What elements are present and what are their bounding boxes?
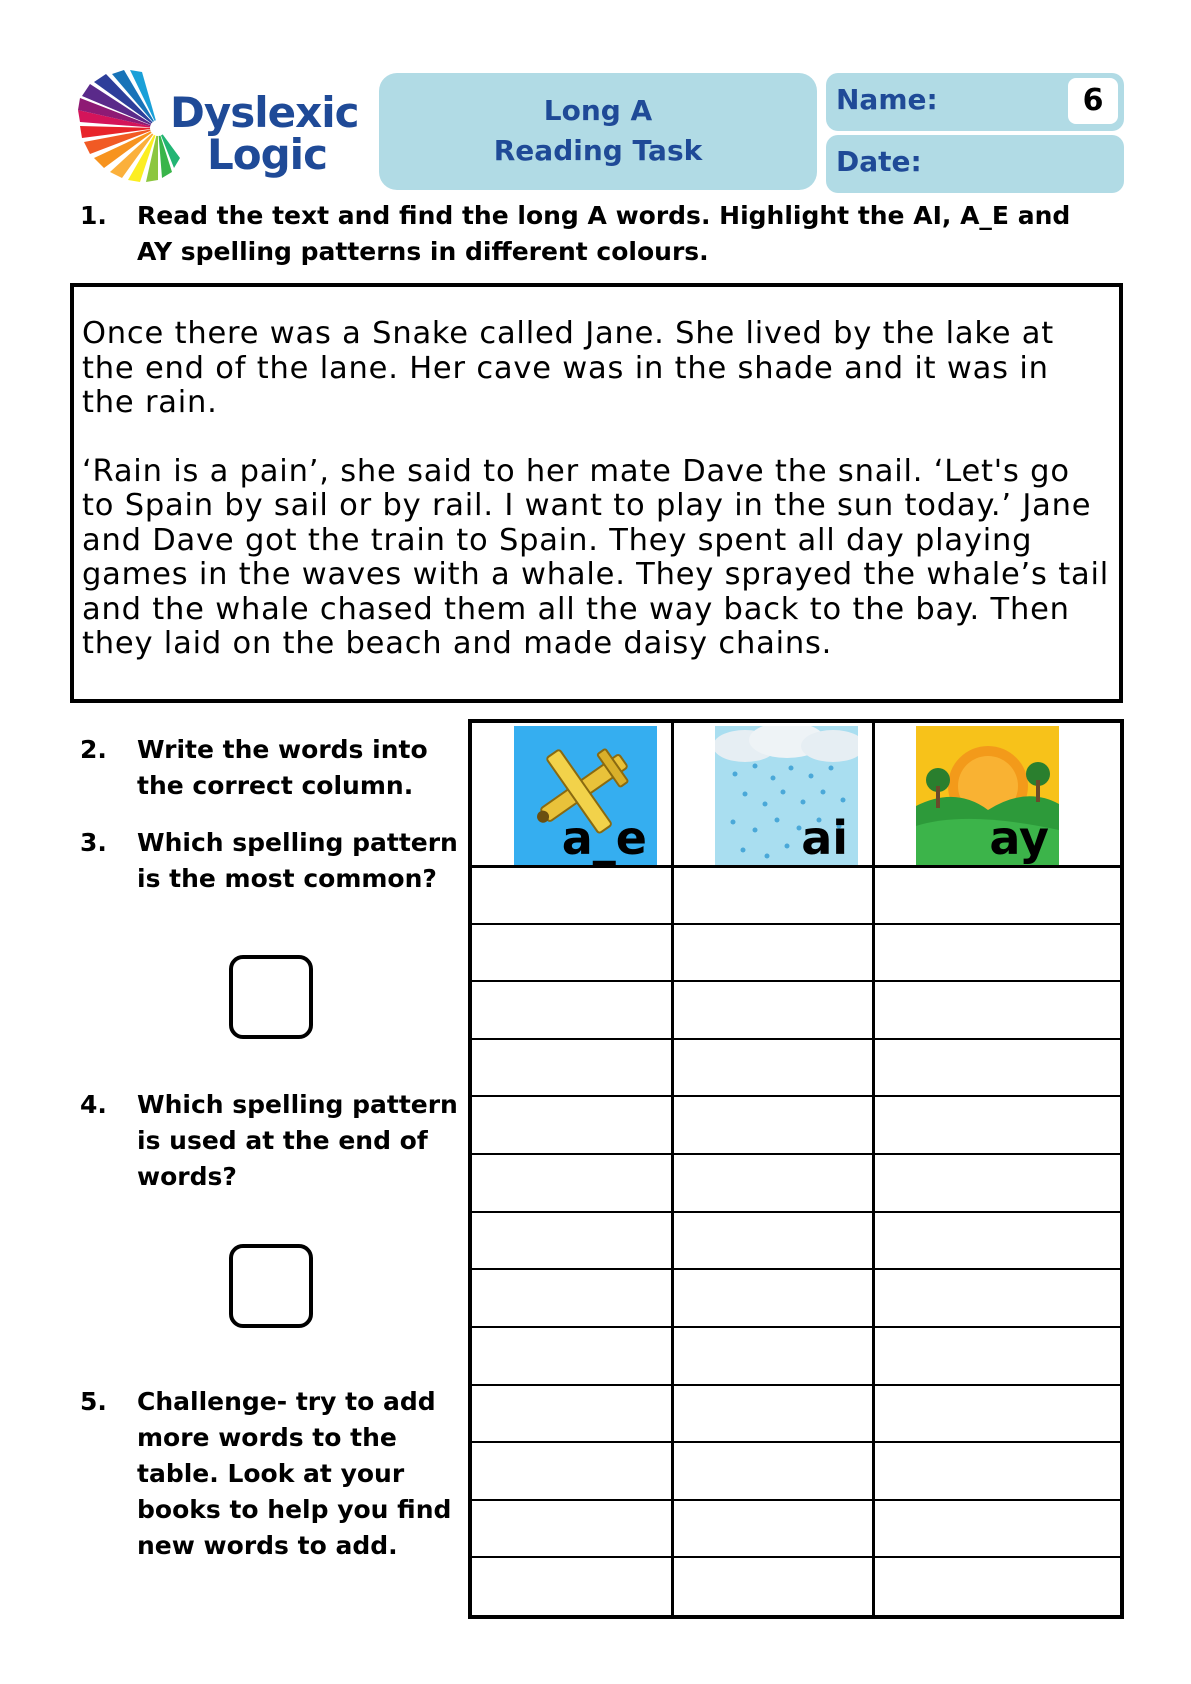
question-line: is used at the end of: [137, 1126, 428, 1155]
column-label: ai: [801, 811, 848, 865]
table-row-divider: [472, 980, 1120, 982]
table-row-divider: [472, 1326, 1120, 1328]
question-text: [137, 825, 458, 897]
table-cell-ay[interactable]: [875, 1329, 1118, 1383]
table-cell-ai[interactable]: [674, 1214, 871, 1268]
table-cell-ay[interactable]: [875, 1559, 1118, 1613]
question-line: Read the text and find the long A words. Highlight the AI, A_E and: [137, 201, 1071, 230]
table-cell-ay[interactable]: [875, 983, 1118, 1037]
flower-logo-icon: [70, 70, 180, 185]
table-row-divider: [472, 1556, 1120, 1558]
reading-passage: [70, 283, 1123, 703]
logo-line2: Logic: [207, 130, 327, 179]
reading-paragraph-2: ‘Rain is a pain’, she said to her mate Dave the snail. ‘Let's go to Spain by sail or by rail. I want to play in the sun today.’ Jane and Dave got the train to Spain. They spent all day playing games in the waves with a whale. They sprayed the whale’s tail and the whale chased them all the way back to the bay. Then they laid on the beach and made daisy chains.: [82, 453, 1110, 661]
table-cell-a-e[interactable]: [474, 1559, 670, 1613]
column-label: a_e: [561, 811, 647, 865]
table-row-divider: [472, 1268, 1120, 1270]
table-cell-ay[interactable]: [875, 1444, 1118, 1498]
table-cell-ai[interactable]: [674, 983, 871, 1037]
title-box: [379, 73, 817, 190]
title-line2: Reading Task: [493, 134, 703, 167]
question-line: Which spelling pattern: [137, 1090, 458, 1119]
table-cell-a-e[interactable]: [474, 1502, 670, 1556]
answer-box-end-of-words[interactable]: [229, 1244, 313, 1328]
word-table: [468, 719, 1124, 1619]
table-cell-ai[interactable]: [674, 1329, 871, 1383]
logo: [70, 70, 370, 185]
page-number: 6: [1068, 78, 1118, 124]
table-cell-ai[interactable]: [674, 1271, 871, 1325]
question-line: AY spelling patterns in different colours.: [137, 237, 709, 266]
table-cell-ai[interactable]: [674, 1156, 871, 1210]
logo-line1: Dyslexic: [170, 88, 359, 137]
table-row-divider: [472, 1499, 1120, 1501]
table-row-divider: [472, 1441, 1120, 1443]
question-text: [137, 198, 1127, 270]
logo-text: [170, 88, 359, 179]
table-cell-a-e[interactable]: [474, 1098, 670, 1152]
table-cell-ai[interactable]: [674, 1559, 871, 1613]
table-cell-ay[interactable]: [875, 1098, 1118, 1152]
table-row-divider: [472, 1153, 1120, 1155]
table-row-divider: [472, 1095, 1120, 1097]
question-5: [80, 1384, 460, 1564]
question-number: 2.: [80, 735, 107, 764]
table-cell-a-e[interactable]: [474, 1387, 670, 1441]
date-label: Date:: [836, 145, 922, 178]
question-line: the correct column.: [137, 771, 414, 800]
table-cell-a-e[interactable]: [474, 983, 670, 1037]
reading-paragraph-1: Once there was a Snake called Jane. She lived by the lake at the end of the lane. Her cave was in the shade and it was in the rain.: [82, 316, 1055, 420]
question-1: [80, 198, 1120, 278]
table-cell-ay[interactable]: [875, 868, 1118, 922]
question-text: [137, 732, 428, 804]
table-cell-ay[interactable]: [875, 1214, 1118, 1268]
table-cell-a-e[interactable]: [474, 868, 670, 922]
question-text: [137, 1384, 451, 1564]
question-line: new words to add.: [137, 1531, 398, 1560]
table-cell-ai[interactable]: [674, 1444, 871, 1498]
table-cell-ai[interactable]: [674, 1387, 871, 1441]
question-number: 1.: [80, 201, 107, 230]
table-cell-ai[interactable]: [674, 1041, 871, 1095]
question-line: more words to the: [137, 1423, 397, 1452]
table-cell-ai[interactable]: [674, 1098, 871, 1152]
table-cell-ai[interactable]: [674, 1502, 871, 1556]
table-cell-a-e[interactable]: [474, 1041, 670, 1095]
question-number: 3.: [80, 828, 107, 857]
column-label: ay: [989, 811, 1049, 865]
table-cell-a-e[interactable]: [474, 1329, 670, 1383]
table-row-divider: [472, 923, 1120, 925]
table-row-divider: [472, 1038, 1120, 1040]
question-text: [137, 1087, 458, 1195]
column-header-ay: [916, 726, 1059, 866]
table-cell-ai[interactable]: [674, 926, 871, 980]
table-row-divider: [472, 1384, 1120, 1386]
column-header-a-e: [514, 726, 657, 866]
question-number: 5.: [80, 1387, 107, 1416]
table-cell-ay[interactable]: [875, 1156, 1118, 1210]
question-4: [80, 1087, 460, 1207]
question-2: [80, 732, 460, 812]
table-cell-a-e[interactable]: [474, 926, 670, 980]
table-cell-ay[interactable]: [875, 926, 1118, 980]
question-line: Write the words into: [137, 735, 428, 764]
table-row-divider: [472, 1211, 1120, 1213]
question-line: Challenge- try to add: [137, 1387, 436, 1416]
answer-box-most-common[interactable]: [229, 955, 313, 1039]
table-cell-a-e[interactable]: [474, 1156, 670, 1210]
question-line: Which spelling pattern: [137, 828, 458, 857]
table-cell-ay[interactable]: [875, 1271, 1118, 1325]
question-line: table. Look at your: [137, 1459, 405, 1488]
column-header-ai: [715, 726, 858, 866]
question-line: words?: [137, 1162, 237, 1191]
question-line: is the most common?: [137, 864, 437, 893]
question-number: 4.: [80, 1090, 107, 1119]
name-field[interactable]: [826, 73, 1124, 131]
table-cell-ay[interactable]: [875, 1502, 1118, 1556]
table-cell-ay[interactable]: [875, 1387, 1118, 1441]
question-3: [80, 825, 460, 905]
date-field[interactable]: [826, 135, 1124, 193]
table-cell-a-e[interactable]: [474, 1444, 670, 1498]
table-cell-a-e[interactable]: [474, 1271, 670, 1325]
table-cell-a-e[interactable]: [474, 1214, 670, 1268]
title-line1: Long A: [543, 94, 653, 127]
table-cell-ay[interactable]: [875, 1041, 1118, 1095]
table-cell-ai[interactable]: [674, 868, 871, 922]
name-label: Name:: [836, 83, 938, 116]
question-line: books to help you find: [137, 1495, 452, 1524]
